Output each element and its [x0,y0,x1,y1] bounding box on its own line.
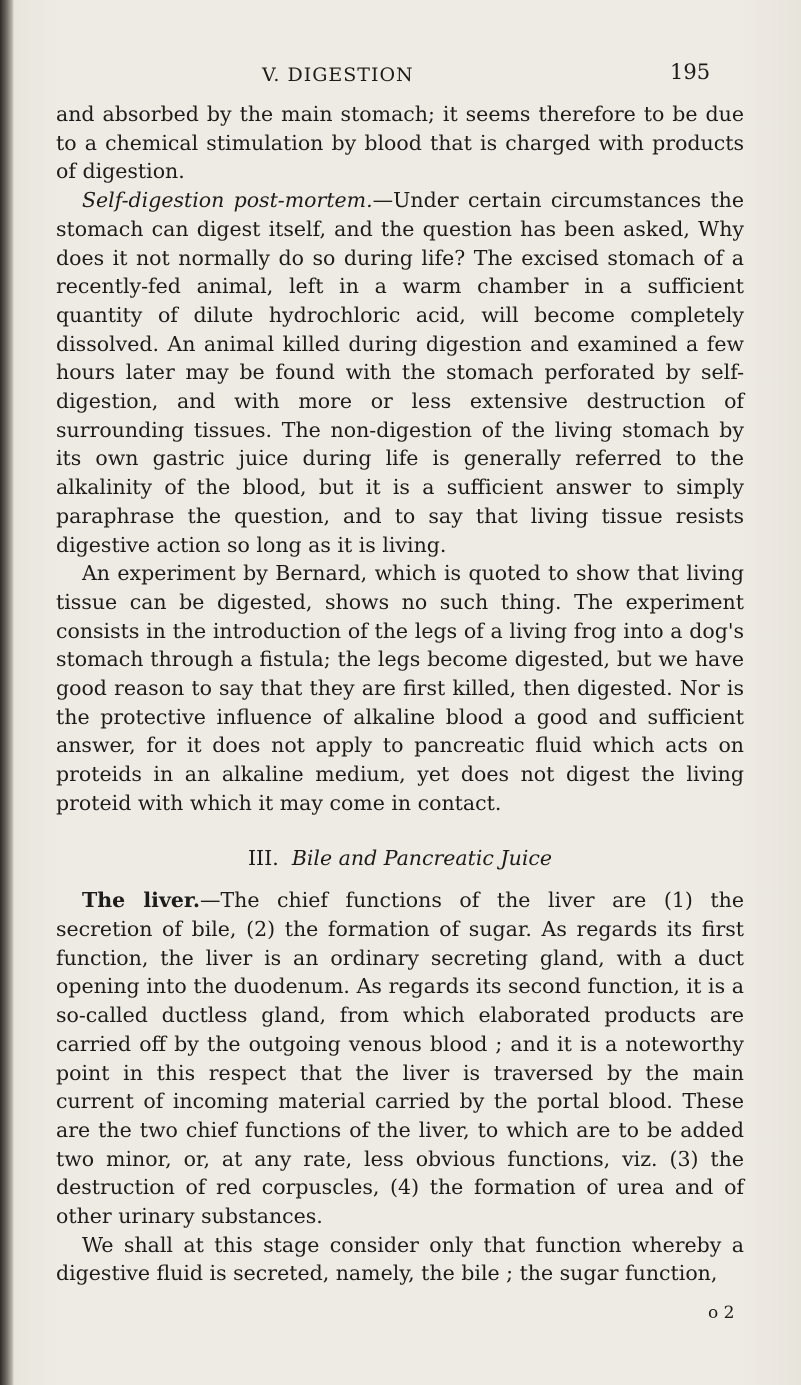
section-heading [56,844,744,873]
page-header [0,60,801,90]
book-binding-edge [0,0,14,1385]
section-title: Bile and Pancreatic Juice [291,845,553,870]
page-number: 195 [670,60,711,84]
paragraph-self-digestion [56,186,744,559]
paragraph-liver [56,886,744,1230]
paragraph-lead: Self-digestion post-mortem. [82,188,373,213]
paragraph-continuation [56,100,744,186]
paragraph-text: An experiment by Bernard, which is quoted to show that living tissue can be digested, shows no such thing. The experiment consists in the introduction of the legs of a living frog into a dog's stomach through a fistula; the legs become digested, but we have good reason to say that they are first killed, then digested. Nor is the protective influence of alkaline blood a good and sufficient answer, for it does not apply to pancreatic fluid which acts on proteids in an alkaline medium, yet does not digest the living proteid with which it may come in contact. [56,561,744,815]
section-number: III. [247,845,279,870]
body-text [56,100,744,1288]
paragraph-text: —Under certain circumstances the stomach can digest itself, and the question has been asked, Why does it not normally do so during life? The excised stomach of a recently-fed animal, left in a warm chamber in a sufficient quantity of dilute hydrochloric acid, will become completely dissolved. An animal killed during digestion and examined a few hours later may be found with the stomach perforated by self-digestion, and with more or less extensive destruction of surrounding tissues. The non-digestion of the living stomach by its own gastric juice during life is generally referred to the alkalinity of the blood, but it is a sufficient answer to simply paraphrase the question, and to say that living tissue resists digestive action so long as it is living. [56,188,744,557]
running-head: V. DIGESTION [262,64,414,86]
signature-mark: o 2 [708,1303,735,1323]
paragraph-bernard-experiment [56,559,744,817]
paragraph-text: We shall at this stage consider only that function whereby a digestive fluid is secreted, namely, the bile ; the sugar function, [56,1232,744,1286]
paragraph-lead: The liver. [82,888,200,913]
paragraph-text: and absorbed by the main stomach; it seems therefore to be due to a chemical stimulation by blood that is charged with products of digestion. [56,102,744,184]
paragraph-bile [56,1231,744,1288]
paragraph-text: —The chief functions of the liver are (1) the secretion of bile, (2) the formation of sugar. As regards its first function, the liver is an ordinary secreting gland, with a duct opening into the duodenum. As regards its second function, it is a so-called ductless gland, from which elaborated products are carried off by the outgoing venous blood ; and it is a noteworthy point in this respect that the liver is traversed by the main current of incoming material carried by the portal blood. These are the two chief functions of the liver, to which are to be added two minor, or, at any rate, less obvious functions, viz. (3) the destruction of red corpuscles, (4) the formation of urea and of other urinary substances. [56,888,744,1229]
